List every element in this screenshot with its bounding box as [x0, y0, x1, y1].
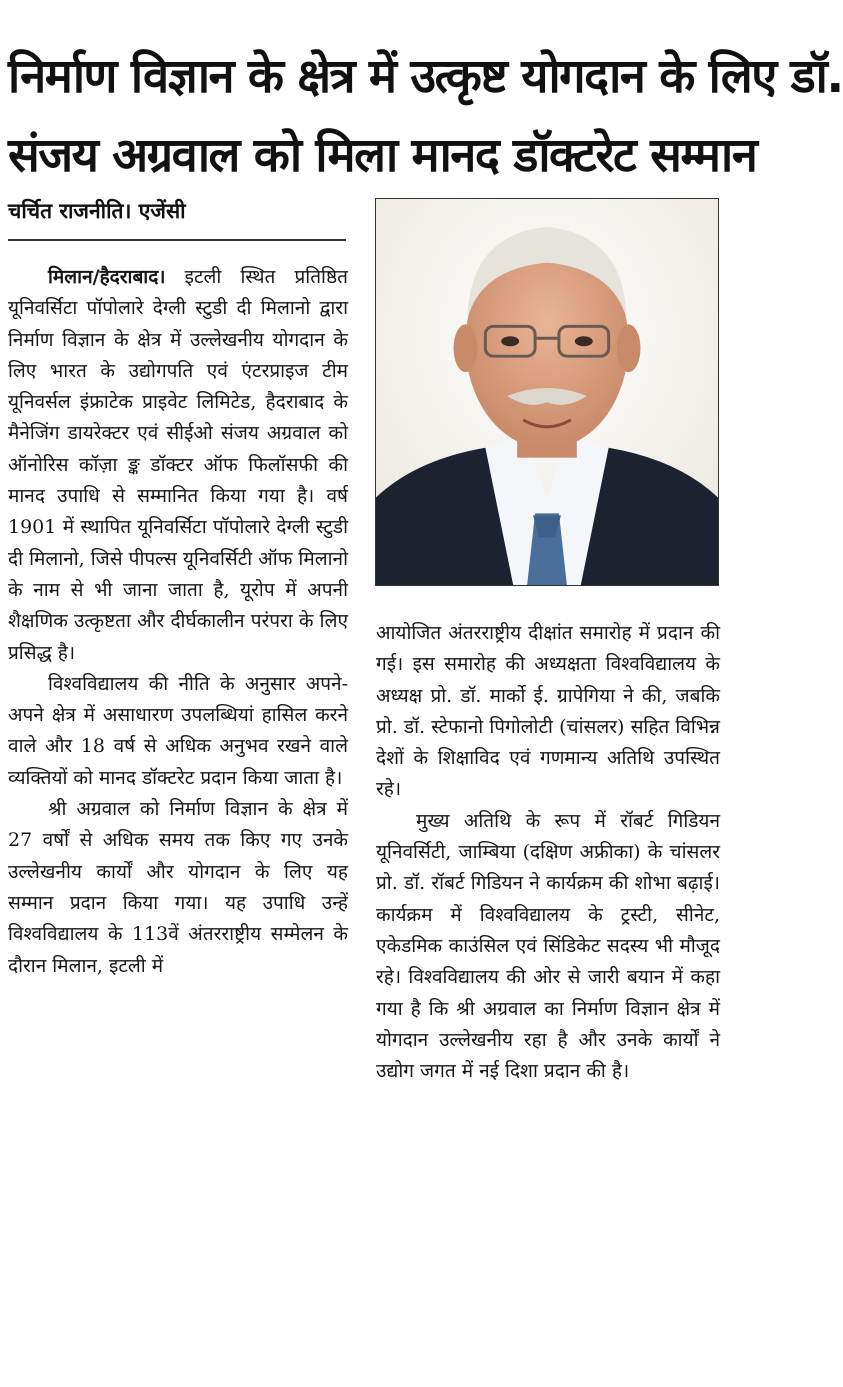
portrait-illustration: [376, 199, 718, 585]
article-paragraph: आयोजित अंतरराष्ट्रीय दीक्षांत समारोह में प्रदान की गई। इस समारोह की अध्यक्षता विश्वविद्यालय के अध्यक्ष प्रो. डॉ. मार्को ई. ग्रापेगिया ने की, जबकि प्रो. डॉ. स्टेफानो पिगोलोटी (चांसलर) सहित विभिन्न देशों के शिक्षाविद एवं गणमान्य अतिथि उपस्थित रहे।: [376, 622, 720, 801]
portrait-photo: [375, 198, 719, 586]
byline: चर्चित राजनीति। एजेंसी: [8, 199, 186, 223]
headline-line-1: निर्माण विज्ञान के क्षेत्र में उत्कृष्ट योगदान के लिए डॉ.: [8, 49, 843, 105]
eye-right: [575, 336, 593, 346]
ear-left: [454, 324, 478, 372]
eye-left: [501, 336, 519, 346]
dateline: मिलान/हैदराबाद।: [48, 266, 166, 288]
article-paragraph: [8, 262, 348, 669]
headline-line-2: संजय अग्रवाल को मिला मानद डॉक्टरेट सम्मान: [8, 128, 757, 184]
ear-right: [617, 324, 641, 372]
article-paragraph: श्री अग्रवाल को निर्माण विज्ञान के क्षेत्र में 27 वर्षों से अधिक समय तक किए गए उनके उल्लेखनीय कार्यों और योगदान के लिए यह सम्मान प्रदान किया गया। यह उपाधि उन्हें विश्वविद्यालय के 113वें अंतरराष्ट्रीय सम्मेलन के दौरान मिलान, इटली में: [8, 798, 348, 977]
byline-divider: [8, 239, 346, 241]
article-paragraph-text: इटली स्थित प्रतिष्ठित यूनिवर्सिटा पॉपोलारे देग्ली स्टुडी दी मिलानो द्वारा निर्माण विज्ञान के क्षेत्र में उल्लेखनीय योगदान के लिए भारत के उद्योगपति एवं एंटरप्राइज टीम यूनिवर्सल इंफ्राटेक प्राइवेट लिमिटेड, हैदराबाद के मैनेजिंग डायरेक्टर एवं सीईओ संजय अग्रवाल को ऑनोरिस कॉज़ा ङ्क डॉक्टर ऑफ फिलॉसफी की मानद उपाधि से सम्मानित किया गया है। वर्ष 1901 में स्थापित यूनिवर्सिटा पॉपोलारे देग्ली स्टुडी दी मिलानो, जिसे पीपल्स यूनिवर्सिटी ऑफ मिलानो के नाम से भी जाना जाता है, यूरोप में अपनी शैक्षणिक उत्कृष्टता और दीर्घकालीन परंपरा के लिए प्रसिद्ध है।: [8, 266, 348, 664]
article-paragraph: मुख्य अतिथि के रूप में रॉबर्ट गिडियन यूनिवर्सिटी, जाम्बिया (दक्षिण अफ्रीका) के चांसलर प्रो. डॉ. रॉबर्ट गिडियन ने कार्यक्रम की शोभा बढ़ाई। कार्यक्रम में विश्वविद्यालय के ट्रस्टी, सीनेट, एकेडमिक काउंसिल एवं सिंडिकेट सदस्य भी मौजूद रहे। विश्वविद्यालय की ओर से जारी बयान में कहा गया है कि श्री अग्रवाल का निर्माण विज्ञान क्षेत्र में योगदान उल्लेखनीय रहा है और उनके कार्यों ने उद्योग जगत में नई दिशा प्रदान की है।: [376, 809, 720, 1083]
article-column-left: [8, 262, 348, 982]
headline: [8, 37, 843, 195]
article-paragraph: विश्वविद्यालय की नीति के अनुसार अपने-अपने क्षेत्र में असाधारण उपलब्धियां हासिल करने वाले और 18 वर्ष से अधिक अनुभव रखने वाले व्यक्तियों को मानद डॉक्टरेट प्रदान किया जाता है।: [8, 672, 348, 789]
article-column-right: [376, 618, 720, 1087]
